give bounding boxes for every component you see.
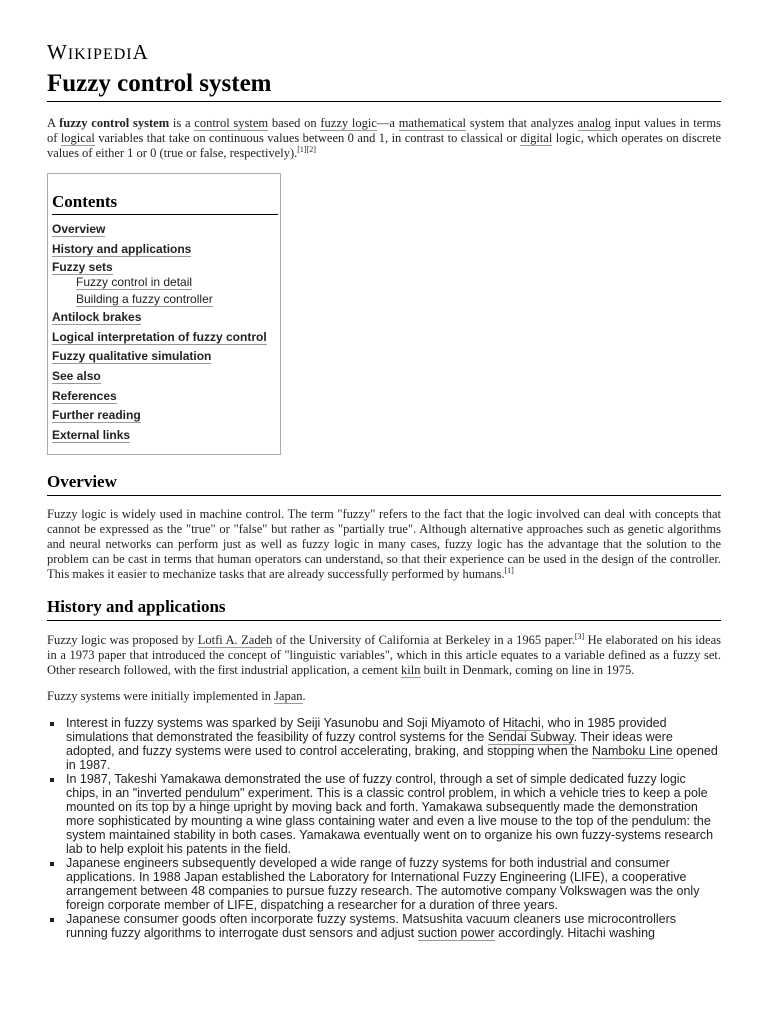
link-control-system[interactable]: control system <box>194 116 269 130</box>
link-logical[interactable]: logical <box>60 131 95 145</box>
link-analog[interactable]: analog <box>577 116 611 130</box>
link-sendai-subway[interactable]: Sendai Subway <box>487 730 574 744</box>
citation[interactable]: [1] <box>504 565 514 575</box>
history-paragraph-2: Fuzzy systems were initially implemented in Japan. <box>47 689 306 703</box>
section-heading-overview: Overview <box>47 472 721 496</box>
toc-item-further-reading[interactable]: Further reading <box>52 408 141 423</box>
toc-item-history[interactable]: History and applications <box>52 241 192 256</box>
link-kiln[interactable]: kiln <box>401 663 421 677</box>
toc-item-logical-interpretation[interactable]: Logical interpretation of fuzzy control <box>52 329 267 344</box>
link-fuzzy-logic[interactable]: fuzzy logic <box>320 116 377 130</box>
link-japan[interactable]: Japan <box>274 689 303 703</box>
toc-item-qualitative-simulation[interactable]: Fuzzy qualitative simulation <box>52 349 212 364</box>
toc-item-external-links[interactable]: External links <box>52 427 131 442</box>
table-of-contents <box>47 173 281 455</box>
link-inverted-pendulum[interactable]: inverted pendulum <box>137 786 241 800</box>
toc-item-overview[interactable]: Overview <box>52 222 106 236</box>
section-heading-history: History and applications <box>47 597 721 621</box>
list-item: Japanese engineers subsequently developed a wide range of fuzzy systems for both industrial and consumer applications. In 1988 Japan established the Laboratory for International Fuzzy Engineering (LIFE), a cooperative arrangement between 48 companies to pursue fuzzy research. The automotive company Volkswagen was the only foreign corporate member of LIFE, dispatching a researcher for a duration of three years. <box>47 856 721 912</box>
toc-item-see-also[interactable]: See also <box>52 368 101 383</box>
list-item: Interest in fuzzy systems was sparked by Seiji Yasunobu and Soji Miyamoto of Hitachi, who in 1985 provided simulations that demonstrated the feasibility of fuzzy control systems for the Sendai Subway. Their ideas were adopted, and fuzzy systems were used to control accelerating, braking, and stopping when the Namboku Line opened in 1987. <box>47 716 721 772</box>
toc-subitem-fuzzy-control-detail[interactable]: Fuzzy control in detail <box>76 275 193 290</box>
citation[interactable]: [3] <box>574 631 585 641</box>
toc-item-references[interactable]: References <box>52 388 117 403</box>
history-bullet-list <box>47 716 721 940</box>
wikipedia-logo[interactable]: WIKIPEDIA <box>47 40 149 64</box>
list-item: In 1987, Takeshi Yamakawa demonstrated the use of fuzzy control, through a set of simple dedicated fuzzy logic chips, in an "inverted pendulum" experiment. This is a classic control problem, in which a vehicle tries to keep a pole mounted on its top by a hinge upright by moving back and forth. Yamakawa subsequently made the demonstration more sophisticated by mounting a wine glass containing water and even a live mouse to the top of the pendulum: the system maintained stability in both cases. Yamakawa eventually went on to organize his own fuzzy-systems research lab to help exploit his patents in the field. <box>47 772 721 856</box>
citation[interactable]: [1][2] <box>297 144 316 154</box>
link-suction-power[interactable]: suction power <box>417 926 495 940</box>
history-paragraph-1: Fuzzy logic was proposed by Lotfi A. Zadeh of the University of California at Berkeley in a 1965 paper.[3] He elaborated on his ideas in a 1973 paper that introduced the concept of "linguistic variables", which in this article equates to a variable defined as a fuzzy set. Other research followed, with the first industrial application, a cement kiln built in Denmark, coming on line in 1975. <box>47 631 721 677</box>
link-digital[interactable]: digital <box>520 131 553 145</box>
link-mathematical[interactable]: mathematical <box>398 116 467 130</box>
toc-title: Contents <box>52 192 278 215</box>
link-hitachi[interactable]: Hitachi <box>502 716 541 730</box>
link-lotfi-zadeh[interactable]: Lotfi A. Zadeh <box>197 633 273 647</box>
page-title: Fuzzy control system <box>47 70 721 102</box>
overview-paragraph: Fuzzy logic is widely used in machine control. The term "fuzzy" refers to the fact that the logic involved can deal with concepts that cannot be expressed as the "true" or "false" but rather as "partially true". Although alternative approaches such as genetic algorithms and neural networks can perform just as well as fuzzy logic in many cases, fuzzy logic has the advantage that the solution to the problem can be cast in terms that human operators can understand, so that their experience can be used in the design of the controller. This makes it easier to mechanize tasks that are already successfully performed by humans.[1] <box>47 507 721 581</box>
list-item: Japanese consumer goods often incorporate fuzzy systems. Matsushita vacuum cleaners use microcontrollers running fuzzy algorithms to interrogate dust sensors and adjust suction power accordingly. Hitachi washing <box>47 912 721 940</box>
link-namboku-line[interactable]: Namboku Line <box>592 744 673 758</box>
lead-paragraph: A fuzzy control system is a control system based on fuzzy logic—a mathematical system that analyzes analog input values in terms of logical variables that take on continuous values between 0 and 1, in contrast to classical or digital logic, which operates on discrete values of either 1 or 0 (true or false, respectively).[1][2] <box>47 116 722 160</box>
toc-item-fuzzy-sets[interactable]: Fuzzy sets <box>52 260 113 275</box>
toc-item-antilock-brakes[interactable]: Antilock brakes <box>52 310 142 325</box>
toc-subitem-building-controller[interactable]: Building a fuzzy controller <box>76 292 213 307</box>
